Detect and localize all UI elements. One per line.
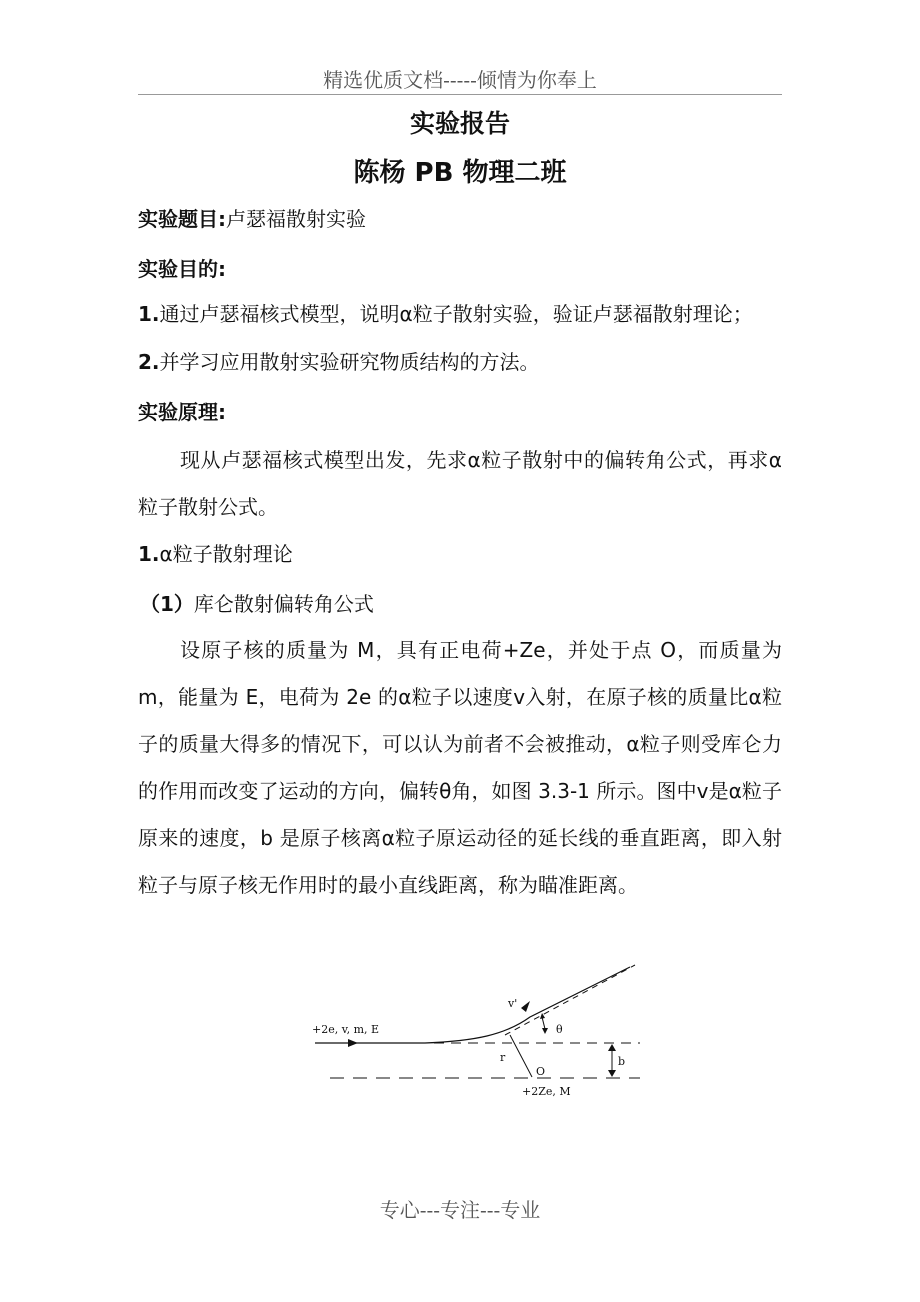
incoming-label: +2e, v, m, E (312, 1023, 380, 1036)
subsection-number: （1） (140, 592, 194, 616)
subsection-heading (140, 590, 790, 618)
b-arrow-top (608, 1044, 616, 1051)
b-label: b (618, 1055, 626, 1068)
principle-heading: 实验原理: (138, 400, 226, 424)
section-heading (138, 540, 788, 568)
scattering-diagram (300, 955, 650, 1105)
r-label: r (500, 1051, 506, 1064)
author-line: 陈杨 PB 物理二班 (353, 158, 567, 188)
topic-label: 实验题目: (138, 207, 226, 231)
section-title: α粒子散射理论 (159, 542, 293, 566)
purpose-heading: 实验目的: (138, 257, 226, 281)
topic-value: 卢瑟福散射实验 (226, 207, 366, 231)
header-divider (138, 94, 782, 95)
asymptote-line (505, 965, 635, 1035)
section-number: 1. (138, 542, 160, 566)
r-line (510, 1035, 532, 1077)
theta-label: θ (556, 1023, 563, 1036)
topic-line (138, 205, 788, 233)
theta-arrow-bottom (542, 1028, 548, 1034)
page-footer: 专心---专注---专业 (379, 1198, 541, 1222)
velocity-arrow (521, 1001, 530, 1012)
page-header: 精选优质文档-----倾情为你奉上 (323, 68, 597, 92)
b-arrow-bottom (608, 1070, 616, 1077)
purpose-item (138, 348, 788, 376)
velocity-label: v' (508, 997, 518, 1010)
nucleus-label: +2Ze, M (522, 1085, 571, 1098)
subsection-title: 库仑散射偏转角公式 (193, 592, 374, 616)
purpose-item-text: 通过卢瑟福核式模型，说明α粒子散射实验，验证卢瑟福散射理论； (159, 302, 753, 326)
purpose-item-text: 并学习应用散射实验研究物质结构的方法。 (159, 350, 540, 374)
purpose-item (138, 300, 788, 328)
principle-intro: 现从卢瑟福核式模型出发，先求α粒子散射中的偏转角公式，再求α粒子散射公式。 (138, 448, 782, 519)
theta-arc (542, 1017, 545, 1029)
purpose-item-number: 1. (138, 302, 160, 326)
purpose-item-number: 2. (138, 350, 160, 374)
principle-paragraph: 设原子核的质量为 M，具有正电荷+Ze，并处于点 O，而质量为 m，能量为 E，电荷为 2e 的α粒子以速度v入射，在原子核的质量比α粒子的质量大得多的情况下，可以认为前者不会被推动，α粒子则受库仑力的作用而改变了运动的方向，偏转θ角，如图 3.3-1 所示。图中v是α粒子原来的速度，b 是原子核离α粒子原运动径的延长线的垂直距离，即入射粒子与原子核无作用时的最小直线距离，称为瞄准距离。 (138, 638, 782, 897)
report-title: 实验报告 (409, 109, 510, 138)
o-label: O (536, 1065, 546, 1078)
